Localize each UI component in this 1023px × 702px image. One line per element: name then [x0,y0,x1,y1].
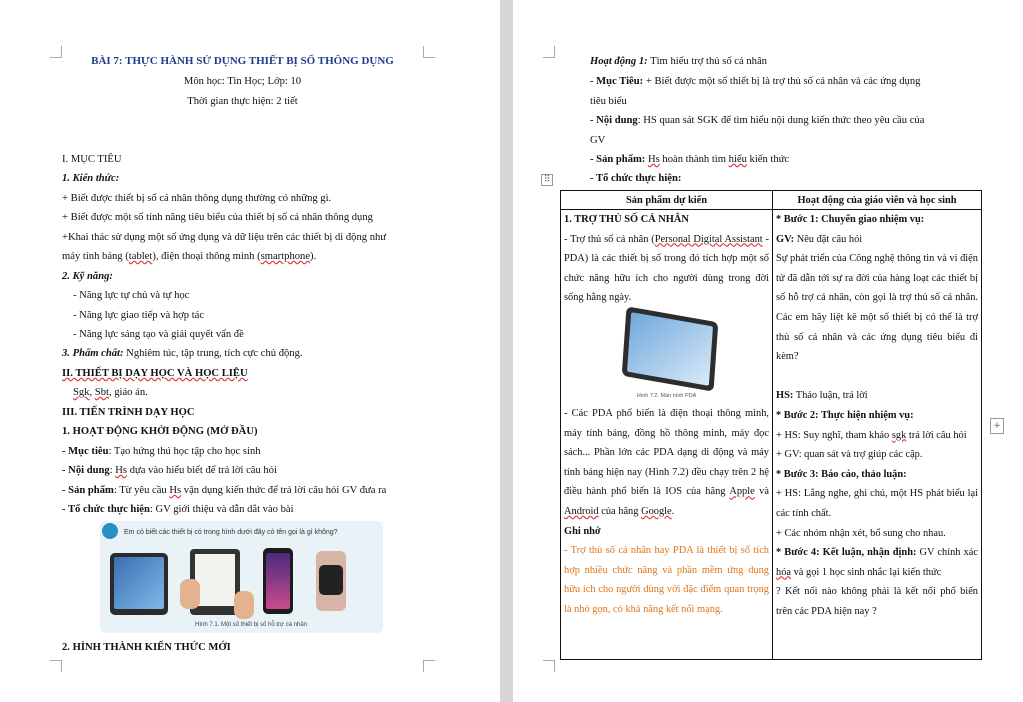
activity-table [560,190,982,660]
table-add-column-handle[interactable]: + [990,418,1004,434]
section-heading: I. MỤC TIÊU [62,154,122,165]
info-icon [102,523,118,539]
crop-mark [50,660,62,672]
subject-line: Môn học: Tin Học; Lớp: 10 [183,76,302,87]
skills-heading: 2. Kỹ năng: [62,271,113,282]
table-header: Hoạt động của giáo viên và học sinh [773,191,982,210]
step-heading: * Bước 1: Chuyển giao nhiệm vụ: [776,214,925,225]
activity-line: Hoạt động 1: Tìm hiểu trợ thủ số cá nhân [590,56,767,67]
cell-line: HS: Thảo luận, trả lời [776,390,868,402]
document-page-1 [0,0,500,702]
knowledge-item: + Biết được một số tính năng tiêu biểu của thiết bị số cá nhân thông dụng [62,212,373,223]
smartwatch-icon [316,551,346,611]
materials-line: Sgk, Sbt, giáo án. [73,387,148,398]
crop-mark [543,660,555,672]
hand-icon [180,579,200,609]
crop-mark [543,46,555,58]
knowledge-item: + Biết được thiết bị số cá nhân thông dụng thường có những gì. [62,193,332,204]
figure-caption: Hình 7.1. Một số thiết bị số hỗ trợ cá nhân [195,622,307,628]
section-heading: III. TIẾN TRÌNH DẠY HỌC [62,407,195,418]
knowledge-item: máy tính bảng (tablet), điện thoại thông minh (smartphone). [62,251,317,262]
note-heading: Ghi nhớ [564,525,601,537]
hand-icon [234,591,254,619]
content-line-cont: GV [590,135,606,146]
skill-item: - Năng lực giao tiếp và hợp tác [73,310,205,321]
goal-line: - Mục tiêu: Tạo hứng thú học tập cho học sinh [62,446,261,457]
goal-line-cont: tiêu biểu [590,96,627,107]
cell-line: + GV: quan sát và trợ giúp các cặp. [776,449,923,461]
tablet-image [622,306,719,391]
table-header: Sản phẩm dự kiến [561,191,773,210]
activity-heading: 2. HÌNH THÀNH KIẾN THỨC MỚI [62,642,231,653]
pda-figure [564,308,769,404]
content-line: - Nội dung: Hs dựa vào hiểu biết để trả lời câu hỏi [62,465,277,476]
table-cell-activity [773,210,982,660]
note-text: - Trợ thủ số cá nhân hay PDA là thiết bị số tích hợp nhiều chức năng và phần mềm ứng dụng hữu ích cho người dùng với đặc điểm quan trọng là nhỏ gọn, có khả năng kết nối mạng. [564,545,769,615]
devices-figure [100,521,383,633]
tablet-icon [110,553,168,615]
cell-paragraph: - Các PDA phổ biến là điện thoại thông minh, máy tính bảng, đồng hồ thông minh, máy đọc sách... Phần lớn các PDA dạng di động và máy tính bảng hiện nay (Hình 7.2) đều chạy trên 2 hệ điều hành phổ biến là IOS của hãng Apple và Android của hãng Google. [564,407,769,517]
table-cell-product [561,210,773,660]
table-move-handle[interactable]: ⠿ [541,174,553,186]
cell-paragraph: Sự phát triển của Công nghệ thông tin và vi điện tử đã dẫn tới sự ra đời của hàng loạt các thiết bị số hỗ trợ cá nhân, còn gọi là trợ thủ số cá nhân. Các em hãy liệt kê một số thiết bị có thể là trợ thủ số cá nhân và các ứng dụng tiêu biểu đi kèm? [776,253,978,363]
cell-line: GV: Nêu đặt câu hỏi [776,233,863,245]
step-heading: * Bước 2: Thực hiện nhiệm vụ: [776,409,914,421]
blank-line [776,367,978,387]
document-page-2 [513,0,1023,702]
cell-paragraph: - Trợ thủ số cá nhân (Personal Digital Assistant - PDA) là các thiết bị số trong đó tích hợp một số chức năng hữu ích cho người dùng trong đời sống hằng ngày. [564,233,769,304]
product-line: - Sản phẩm: Từ yêu cầu Hs vận dụng kiến thức để trả lời câu hỏi GV đưa ra [62,485,387,496]
content-line: - Nội dung: HS quan sát SGK để tìm hiểu nội dung kiến thức theo yêu cầu của [590,115,925,126]
organization-line: - Tổ chức thực hiện: GV giới thiệu và dẫn dắt vào bài [62,504,294,515]
cell-heading: 1. TRỢ THỦ SỐ CÁ NHÂN [564,214,689,225]
image-caption: Hình 7.2. Màn hình PDA [636,392,697,399]
cell-line: + HS: Lắng nghe, ghi chú, một HS phát biểu lại các tính chất. [776,488,978,519]
product-line: - Sản phẩm: Hs hoàn thành tìm hiểu kiến thức [590,154,790,165]
goal-line: - Mục Tiêu: + Biết được một số thiết bị là trợ thủ số cá nhân và các ứng dụng [590,76,921,87]
smartphone-icon [263,548,293,614]
knowledge-heading: 1. Kiến thức: [62,173,120,184]
cell-line: + Các nhóm nhận xét, bổ sung cho nhau. [776,527,946,539]
duration-line: Thời gian thực hiện: 2 tiết [187,96,298,107]
cell-line: ? Kết nối nào không phải là kết nối phổ biến trên các PDA hiện nay ? [776,586,978,617]
skill-item: - Năng lực sáng tạo và giải quyết vấn đề [73,329,244,340]
section-heading: II. THIẾT BỊ DẠY HỌC VÀ HỌC LIỆU [62,368,248,379]
cell-line: * Bước 4: Kết luận, nhận định: GV chính xác hóa và gọi 1 học sinh nhắc lại kiến thức [776,547,979,578]
crop-mark [423,660,435,672]
activity-heading: 1. HOẠT ĐỘNG KHỞI ĐỘNG (MỞ ĐẦU) [62,426,258,437]
cell-line: + HS: Suy nghĩ, tham khảo sgk trả lời câu hỏi [776,429,967,441]
lesson-title: BÀI 7: THỰC HÀNH SỬ DỤNG THIẾT BỊ SỐ THÔNG DỤNG [91,55,394,67]
skill-item: - Năng lực tự chủ và tự học [73,290,190,301]
organization-line: - Tổ chức thực hiện: [590,173,682,184]
knowledge-item: +Khai thác sử dụng một số ứng dụng và dữ liệu trên các thiết bị di động như [62,232,387,243]
figure-question: Em có biết các thiết bị có trong hình dưới đây có tên gọi là gì không? [124,529,338,536]
step-heading: * Bước 3: Báo cáo, thảo luận: [776,468,907,480]
quality-line: 3. Phẩm chất: Nghiêm túc, tập trung, tích cực chủ động. [62,348,303,359]
